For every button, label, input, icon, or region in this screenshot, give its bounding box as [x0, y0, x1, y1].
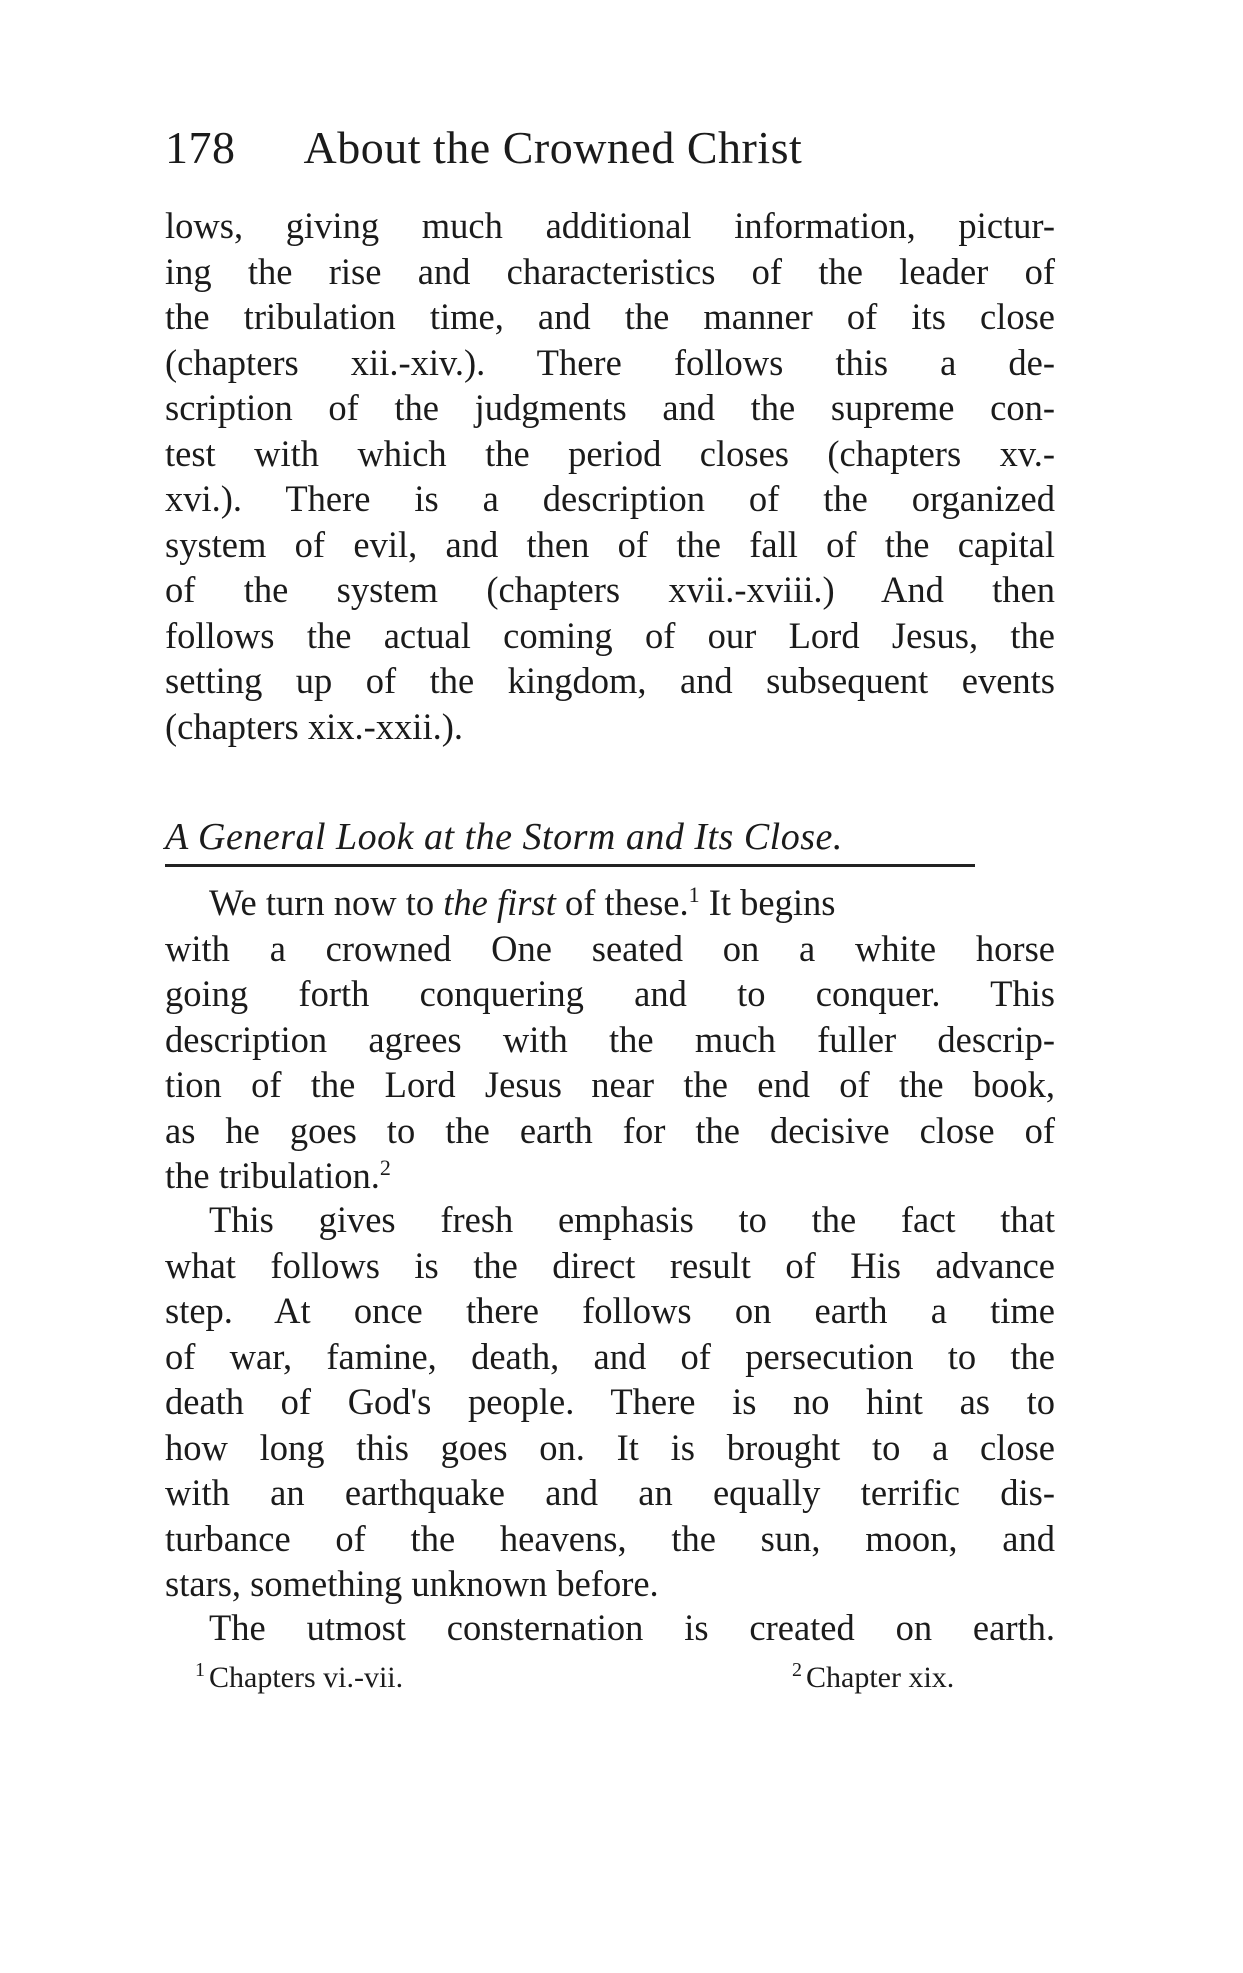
text-line [165, 880, 1055, 926]
footnote-marker: 2 [792, 1659, 802, 1681]
footnotes [195, 1655, 1035, 1700]
text-line: the tribulation time, and the manner of its close [165, 296, 1055, 337]
footnote-ref: 2 [379, 1155, 391, 1180]
text-line: what follows is the direct result of His advance [165, 1244, 1055, 1286]
text-line: as he goes to the earth for the decisive close of [165, 1109, 1055, 1151]
text-line: going forth conquering and to conquer. This [165, 973, 1055, 1014]
paragraph [165, 880, 1055, 1199]
page-number: 178 [165, 122, 236, 173]
text-line: test with which the period closes (chapters xv.- [165, 432, 1055, 474]
text-run: the tribulation. [165, 1155, 380, 1196]
footnote [195, 1655, 403, 1700]
text-line: death of God's people. There is no hint as to [165, 1381, 1055, 1422]
text-run: It begins [699, 882, 836, 923]
section-heading: A General Look at the Storm and Its Close. [165, 816, 843, 858]
text-line: stars, something unknown before. [165, 1563, 659, 1604]
text-line: scription of the judgments and the supreme con- [165, 387, 1055, 428]
heading-underline [165, 864, 975, 867]
footnote-ref: 1 [688, 882, 700, 907]
footnote-text: Chapter xix. [806, 1661, 955, 1694]
text-line: step. At once there follows on earth a time [165, 1290, 1055, 1331]
text-line: (chapters xii.-xiv.). There follows this a de- [165, 341, 1055, 383]
text-run: We turn now to [209, 882, 444, 923]
footnote [792, 1655, 954, 1700]
paragraph [165, 1197, 1055, 1607]
text-run: of these. [555, 882, 689, 923]
emphasis-text: the first [443, 882, 556, 923]
text-line: xvi.). There is a description of the organized [165, 478, 1055, 519]
paragraph-continued [165, 203, 1055, 749]
text-line: setting up of the kingdom, and subsequent events [165, 660, 1055, 701]
text-line: (chapters xix.-xxii.). [165, 705, 463, 747]
text-line: turbance of the heavens, the sun, moon, and [165, 1517, 1055, 1559]
text-line: ing the rise and characteristics of the leader of [165, 250, 1055, 292]
footnote-text: Chapters vi.-vii. [209, 1661, 404, 1694]
text-line: with a crowned One seated on a white horse [165, 927, 1055, 969]
paragraph [165, 1605, 1055, 1651]
footnote-marker: 1 [195, 1659, 205, 1681]
text-line: of war, famine, death, and of persecution to the [165, 1335, 1055, 1377]
text-line: This gives fresh emphasis to the fact that [209, 1199, 1055, 1240]
running-title: About the Crowned Christ [303, 122, 803, 173]
text-line: how long this goes on. It is brought to a close [165, 1426, 1055, 1468]
text-line: tion of the Lord Jesus near the end of the book, [165, 1064, 1055, 1105]
text-line: of the system (chapters xvii.-xviii.) And then [165, 569, 1055, 610]
text-line: with an earthquake and an equally terrific dis- [165, 1472, 1055, 1513]
text-line [165, 1153, 1055, 1199]
text-line: system of evil, and then of the fall of the capital [165, 523, 1055, 565]
running-head [165, 118, 1065, 178]
text-line: description agrees with the much fuller descrip- [165, 1018, 1055, 1060]
text-line: The utmost consternation is created on earth. [209, 1607, 1055, 1648]
text-line: lows, giving much additional information, pictur- [165, 205, 1055, 246]
text-line: follows the actual coming of our Lord Jesus, the [165, 614, 1055, 656]
